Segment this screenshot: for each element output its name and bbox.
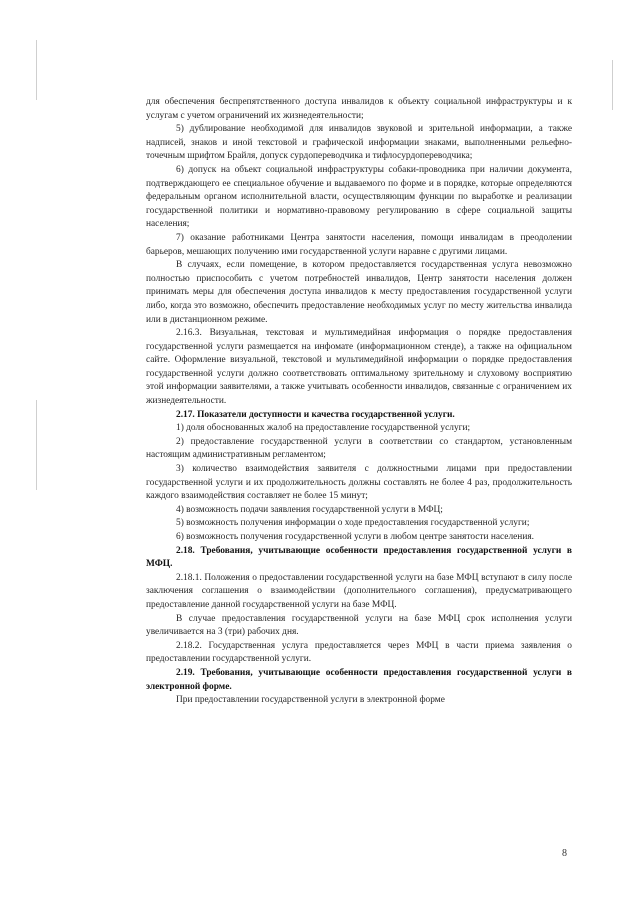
list-item: 1) доля обоснованных жалоб на предоставление государственной услуги; (176, 423, 471, 434)
scan-edge-mark (612, 60, 613, 110)
list-item: 6) возможность получения государственной услуги в любом центре занятости населения. (176, 532, 535, 542)
page-number: 8 (562, 848, 567, 859)
section-heading: 2.19. Требования, учитывающие особенности предоставления государственной услуги в электронной форме. (146, 667, 572, 692)
body-text (146, 96, 572, 708)
list-item: 5) возможность получения информации о ходе предоставления государственной услуги; (176, 518, 530, 529)
paragraph: 5) дублирование необходимой для инвалидов звуковой и зрительной информации, а также надписей, знаков и иной текстовой и графической информации знаками, выполненными рельефно-точечным шрифтом Брайля, допуск сурдопереводчика и тифлосурдопереводчика; (146, 124, 572, 162)
list-item: 4) возможность подачи заявления государственной услуги в МФЦ; (176, 504, 443, 515)
paragraph: 6) допуск на объект социальной инфраструктуры собаки-проводника при наличии документа, подтверждающего ее специальное обучение и выдаваемого по форме и в порядке, которые определяются федеральным органом исполнительной власти, осуществляющим функции по выработке и реализации государственной политики и нормативно-правовому регулированию в сфере социальной защиты населения; (146, 164, 572, 230)
list-item: 2) предоставление государственной услуги в соответствии со стандартом, установленным настоящим административным регламентом; (146, 436, 572, 461)
paragraph: В случае предоставления государственной услуги на базе МФЦ срок исполнения услуги увеличивается на 3 (три) рабочих дня. (146, 613, 572, 638)
paragraph: 2.18.1. Положения о предоставлении государственной услуги на базе МФЦ вступают в силу после заключения соглашения о взаимодействии (дополнительного соглашения), предусматривающего предоставление данной государственной услуги на базе МФЦ. (146, 572, 572, 610)
paragraph: 2.16.3. Визуальная, текстовая и мультимедийная информация о порядке предоставления государственной услуги размещается на инфомате (информационном стенде), а также на официальном сайте. Оформление визуальной, текстовой и мультимедийной информации о порядке предоставления государственной услуги должно соответствовать оптимальному зрительному и слуховому восприятию этой информации заявителями, а также учитывать особенности инвалидов, связанные с ограничением их жизнедеятельности. (146, 328, 572, 407)
paragraph: При предоставлении государственной услуги в электронной форме (176, 695, 445, 706)
paragraph: для обеспечения беспрепятственного доступа инвалидов к объекту социальной инфраструктуры и к услугам с учетом ограничений их жизнедеятельности; (146, 97, 572, 121)
paragraph: 2.18.2. Государственная услуга предоставляется через МФЦ в части приема заявления о предоставлении государственной услуги. (146, 640, 572, 665)
scan-edge-mark (36, 400, 37, 490)
paragraph: В случаях, если помещение, в котором предоставляется государственная услуга невозможно полностью приспособить с учетом потребностей инвалидов, Центр занятости населения должен принимать меры для обеспечения доступа инвалидов к месту предоставления государственной услуги либо, когда это возможно, обеспечить предоставление необходимых услуг по месту жительства инвалида или в дистанционном режиме. (146, 260, 572, 325)
section-heading: 2.17. Показатели доступности и качества государственной услуги. (176, 409, 455, 420)
paragraph: 7) оказание работниками Центра занятости населения, помощи инвалидам в преодолении барьеров, мешающих получению ими государственной услуги наравне с другими лицами. (146, 232, 572, 257)
list-item: 3) количество взаимодействия заявителя с должностными лицами при предоставлении государственной услуги и их продолжительность должны составлять не более 4 раз, продолжительность каждого взаимодействия составляет не более 15 минут; (146, 464, 572, 502)
section-heading: 2.18. Требования, учитывающие особенности предоставления государственной услуги в МФЦ. (146, 545, 572, 570)
scan-edge-mark (36, 40, 37, 100)
